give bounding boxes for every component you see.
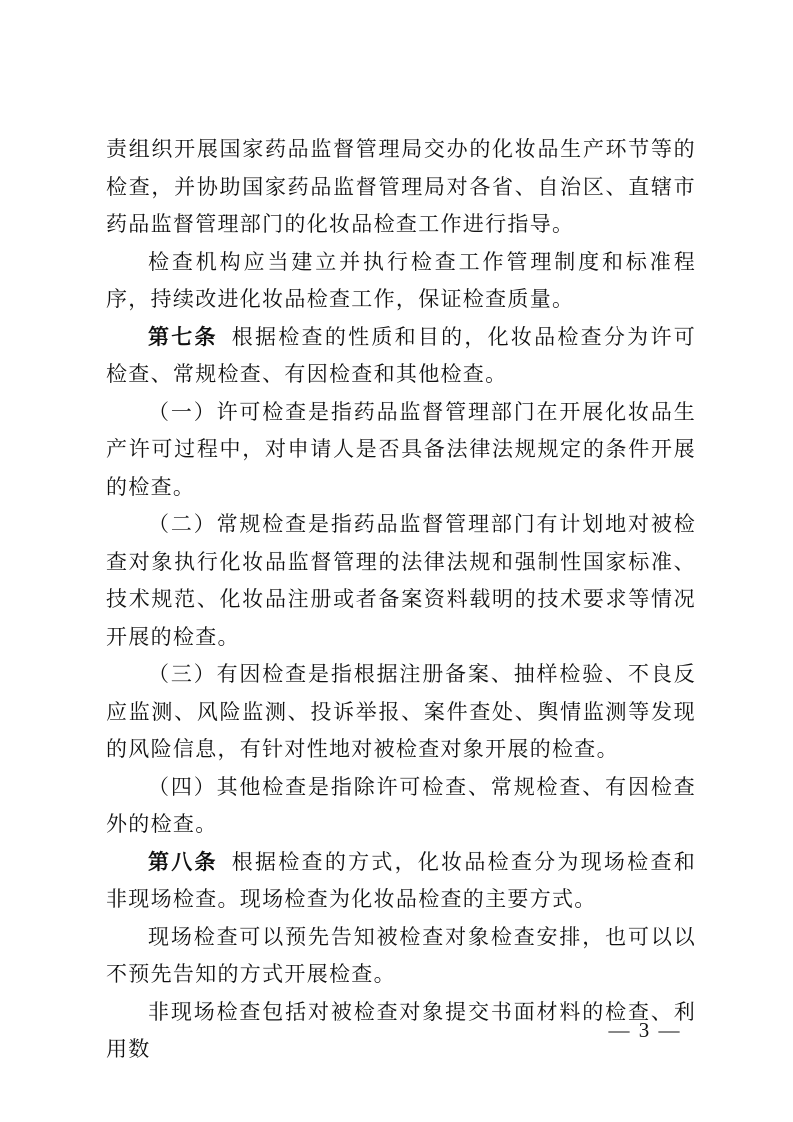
- paragraph-item-2-text: （二）常规检查是指药品监督管理部门有计划地对被检查对象执行化妆品监督管理的法律法规和强制性国家标准、技术规范、化妆品注册或者备案资料载明的技术要求等情况开展的检查。: [106, 512, 696, 649]
- paragraph-onsite: [106, 919, 696, 994]
- article-7-number: 第七条: [148, 324, 218, 349]
- page-number: — 3 —: [608, 1018, 682, 1042]
- paragraph-item-4: [106, 769, 696, 844]
- article-8-number: 第八条: [148, 849, 218, 874]
- paragraph-1-text: 责组织开展国家药品监督管理局交办的化妆品生产环节等的检查，并协助国家药品监督管理局对各省、自治区、直辖市药品监督管理部门的化妆品检查工作进行指导。: [106, 137, 696, 236]
- paragraph-item-4-text: （四）其他检查是指除许可检查、常规检查、有因检查外的检查。: [106, 774, 696, 836]
- paragraph-item-1-text: （一）许可检查是指药品监督管理部门在开展化妆品生产许可过程中，对申请人是否具备法律法规规定的条件开展的检查。: [106, 399, 696, 499]
- paragraph-2: [106, 244, 696, 319]
- article-7-text: 根据检查的性质和目的，化妆品检查分为许可检查、常规检查、有因检查和其他检查。: [106, 324, 696, 386]
- paragraph-item-3-text: （三）有因检查是指根据注册备案、抽样检验、不良反应监测、风险监测、投诉举报、案件查处、舆情监测等发现的风险信息，有针对性地对被检查对象开展的检查。: [106, 662, 696, 761]
- document-body: [106, 131, 696, 1069]
- paragraph-item-1: [106, 394, 696, 507]
- paragraph-item-3: [106, 656, 696, 769]
- paragraph-offsite-text: 非现场检查包括对被检查对象提交书面材料的检查、利用数: [106, 999, 696, 1061]
- article-8-text: 根据检查的方式，化妆品检查分为现场检查和非现场检查。现场检查为化妆品检查的主要方式。: [106, 849, 696, 911]
- article-7: [106, 319, 696, 394]
- paragraph-2-text: 检查机构应当建立并执行检查工作管理制度和标准程序，持续改进化妆品检查工作，保证检查质量。: [106, 249, 696, 311]
- article-8: [106, 844, 696, 919]
- paragraph-onsite-text: 现场检查可以预先告知被检查对象检查安排，也可以以不预先告知的方式开展检查。: [106, 924, 696, 986]
- paragraph-1: [106, 131, 696, 244]
- paragraph-item-2: [106, 506, 696, 656]
